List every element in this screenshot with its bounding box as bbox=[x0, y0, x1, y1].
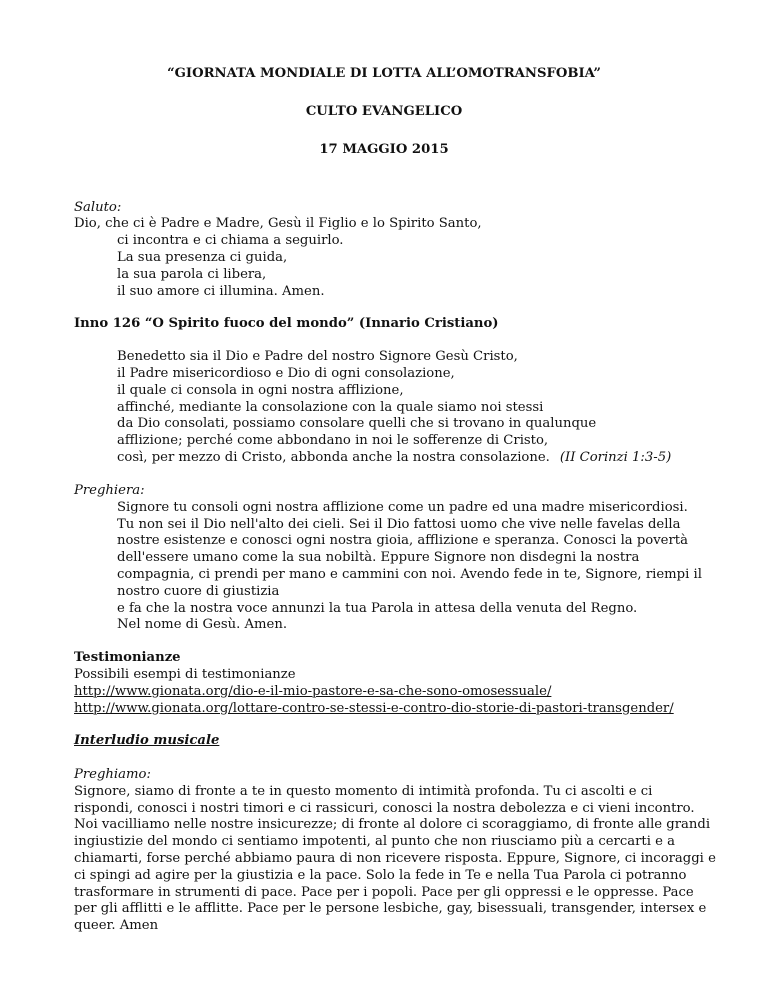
preghiamo-line: Noi vacilliamo nelle nostre insicurezze; di fronte al dolore ci scoraggiamo, di fronte alle grandi bbox=[74, 817, 711, 832]
preghiera-line: nostro cuore di giustizia bbox=[117, 584, 280, 599]
inno-heading: Inno 126 “O Spirito fuoco del mondo” (Innario Cristiano) bbox=[74, 316, 499, 331]
testimonianza-link[interactable]: http://www.gionata.org/dio-e-il-mio-pastore-e-sa-che-sono-omosessuale/ bbox=[74, 684, 552, 699]
preghiamo-line: rispondi, conosci i nostri timori e ci rassicuri, conosci la nostra debolezza e ci vieni incontro. bbox=[74, 801, 695, 816]
preghiamo-line: trasformare in strumenti di pace. Pace per i popoli. Pace per gli oppressi e le oppresse. Pace bbox=[74, 885, 694, 900]
document-title: “GIORNATA MONDIALE DI LOTTA ALL’OMOTRANSFOBIA” bbox=[167, 66, 601, 81]
preghiamo-line: chiamarti, forse perché abbiamo paura di non ricevere risposta. Eppure, Signore, ci incoraggi e bbox=[74, 851, 716, 866]
preghiamo-line: Signore, siamo di fronte a te in questo momento di intimità profonda. Tu ci ascolti e ci bbox=[74, 784, 653, 799]
inno-line: da Dio consolati, possiamo consolare quelli che si trovano in qualunque bbox=[117, 416, 597, 431]
preghiamo-line: queer. Amen bbox=[74, 918, 159, 933]
preghiamo-line: ci spingi ad agire per la giustizia e la pace. Solo la fede in Te e nella Tua Parola ci potranno bbox=[74, 868, 687, 883]
interludio-heading: Interludio musicale bbox=[74, 733, 220, 748]
document-subtitle: CULTO EVANGELICO bbox=[305, 104, 463, 119]
testimonianze-heading: Testimonianze bbox=[74, 650, 181, 665]
inno-line-text: così, per mezzo di Cristo, abbonda anche la nostra consolazione. bbox=[117, 450, 550, 465]
inno-line-last bbox=[117, 450, 671, 466]
preghiera-line: Signore tu consoli ogni nostra afflizione come un padre ed una madre misericordiosi. bbox=[117, 500, 688, 515]
inno-line: affinché, mediante la consolazione con la quale siamo noi stessi bbox=[117, 400, 544, 415]
document-date: 17 MAGGIO 2015 bbox=[319, 142, 449, 157]
inno-line: afflizione; perché come abbondano in noi le sofferenze di Cristo, bbox=[117, 433, 549, 448]
preghiera-line: e fa che la nostra voce annunzi la tua Parola in attesa della venuta del Regno. bbox=[117, 601, 638, 616]
preghiamo-line: ingiustizie del mondo ci sentiamo impotenti, al punto che non riusciamo più a cercarti e a bbox=[74, 834, 675, 849]
preghiera-heading: Preghiera: bbox=[74, 483, 145, 498]
preghiera-line: nostre esistenze e conosci ogni nostra gioia, afflizione e speranza. Conosci la povertà bbox=[117, 533, 688, 548]
inno-line: il Padre misericordioso e Dio di ogni consolazione, bbox=[117, 366, 455, 381]
inno-line: Benedetto sia il Dio e Padre del nostro Signore Gesù Cristo, bbox=[117, 349, 518, 364]
saluto-line: il suo amore ci illumina. Amen. bbox=[117, 284, 325, 299]
preghiamo-line: per gli afflitti e le afflitte. Pace per le persone lesbiche, gay, bisessuali, transgender, intersex e bbox=[74, 901, 707, 916]
preghiamo-heading: Preghiamo: bbox=[74, 767, 151, 782]
preghiera-line: Nel nome di Gesù. Amen. bbox=[117, 617, 288, 632]
preghiera-line: compagnia, ci prendi per mano e cammini con noi. Avendo fede in te, Signore, riempi il bbox=[117, 567, 702, 582]
preghiera-line: Tu non sei il Dio nell'alto dei cieli. Sei il Dio fattosi uomo che vive nelle favelas della bbox=[117, 517, 681, 532]
saluto-line: ci incontra e ci chiama a seguirlo. bbox=[117, 233, 344, 248]
testimonianze-intro: Possibili esempi di testimonianze bbox=[74, 667, 296, 682]
saluto-line: Dio, che ci è Padre e Madre, Gesù il Figlio e lo Spirito Santo, bbox=[74, 216, 482, 231]
bible-reference: (II Corinzi 1:3-5) bbox=[559, 450, 672, 465]
saluto-line: la sua parola ci libera, bbox=[117, 267, 267, 282]
preghiera-line: dell'essere umano come la sua nobiltà. Eppure Signore non disdegni la nostra bbox=[117, 550, 640, 565]
saluto-line: La sua presenza ci guida, bbox=[117, 250, 288, 265]
inno-line: il quale ci consola in ogni nostra afflizione, bbox=[117, 383, 404, 398]
saluto-heading: Saluto: bbox=[74, 200, 122, 215]
testimonianza-link[interactable]: http://www.gionata.org/lottare-contro-se-stessi-e-contro-dio-storie-di-pastori-transgender/ bbox=[74, 701, 674, 716]
